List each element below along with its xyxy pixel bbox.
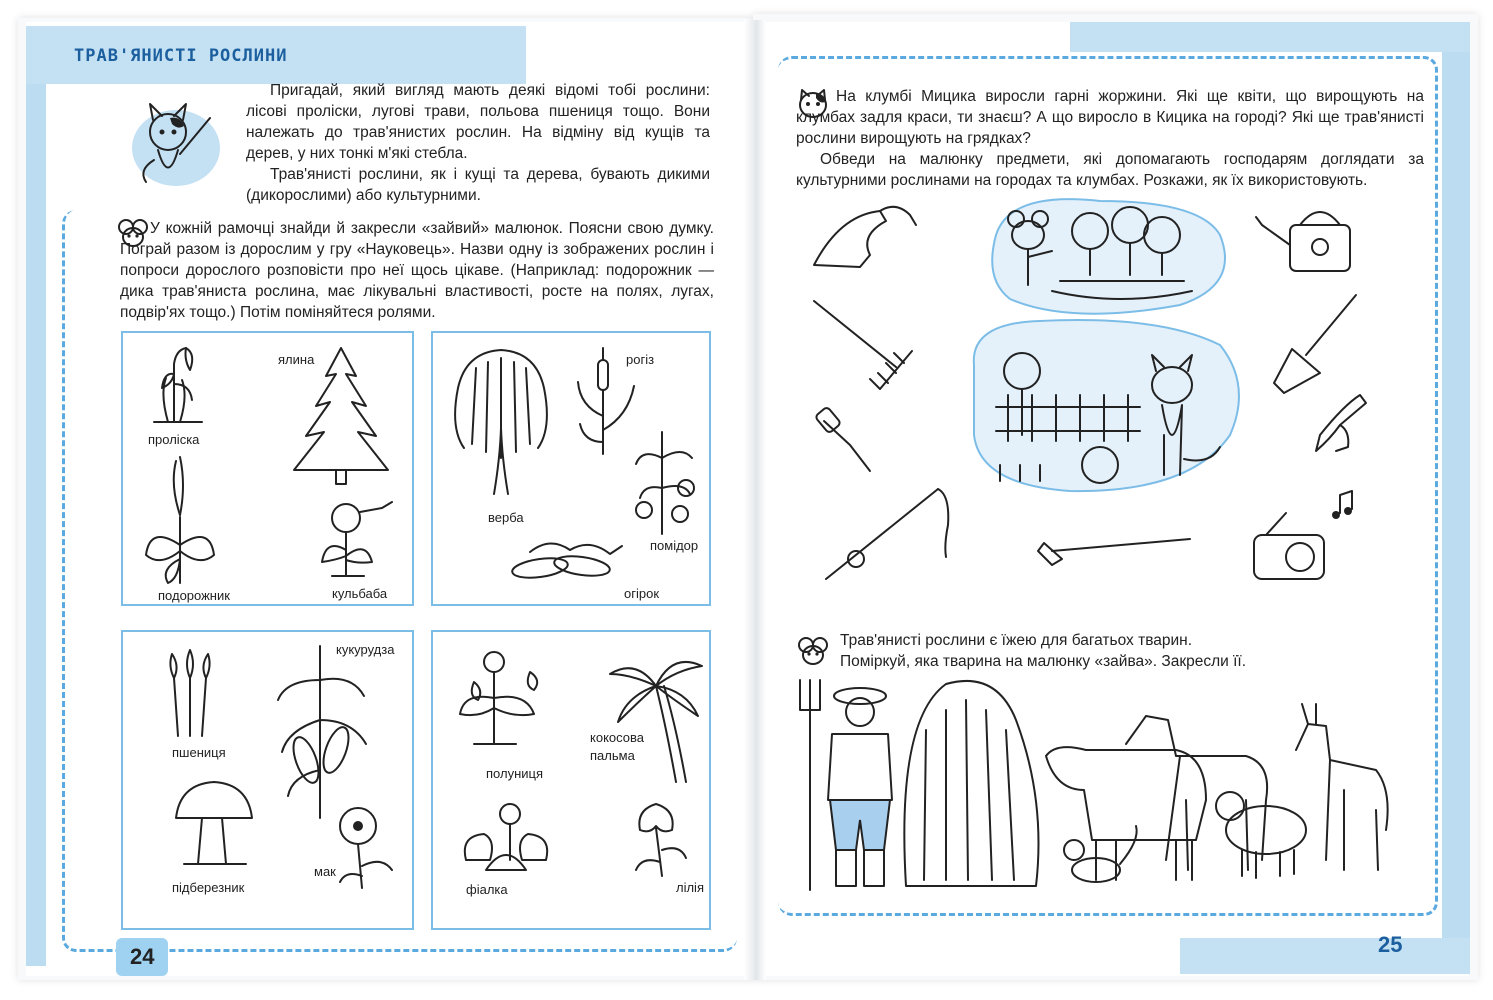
wheat-drawing[interactable] — [160, 648, 220, 738]
plant-label: подорожник — [158, 588, 230, 603]
plant-label: кукурудза — [336, 642, 395, 657]
watering-can-drawing[interactable] — [1256, 212, 1350, 271]
sheep-drawing[interactable] — [1216, 792, 1306, 878]
tomato-drawing[interactable] — [632, 428, 712, 538]
plantain-drawing[interactable] — [140, 455, 220, 585]
plant-label: кульбаба — [332, 586, 388, 601]
plant-label: лілія — [676, 880, 704, 895]
pruning-shears-drawing[interactable] — [1316, 395, 1366, 451]
rake-drawing[interactable] — [814, 301, 912, 389]
plant-label: ялина — [278, 352, 315, 367]
corn-drawing[interactable] — [266, 640, 376, 820]
iron-drawing[interactable] — [814, 207, 916, 267]
right-intro-paragraph: На клумбі Мицика виросли гарні жоржини. Які ще квіти, що вирощують на клумбах задля краси, ти знаєш? А що виросло в Кицика на городі? Які ще трав'янисті рослини вирощують на грядках? — [796, 88, 1424, 147]
shovel-drawing[interactable] — [1274, 295, 1356, 393]
radio-drawing[interactable] — [1254, 491, 1352, 579]
horse-drawing[interactable] — [1126, 716, 1267, 870]
plant-label: підберезник — [172, 880, 245, 895]
left-task-paragraph: У кожній рамочці знайди й закресли «зайвий» малюнок. Поясни свою думку. Пограй разом із дорослим у гру «Науковець». Назви одну із зображених рослин і попроси дорослого розповісти про неї щось цікаве. (Наприклад: подорожник — дика трав'яниста рослина, має лікувальні властивості, росте на полях, лугах, подвір'ях тощо.) Потім поміняйтеся ролями. — [120, 220, 714, 321]
right-intro-paragraph: Обведи на малюнку предмети, які допомагають господарям доглядати за культурними рослинами на городах та клумбах. Розкажи, як їх використовують. — [796, 151, 1424, 189]
page-number-right: 25 — [1378, 932, 1403, 957]
right-intro-text — [796, 86, 1424, 191]
farm-animals-illustration — [796, 660, 1416, 900]
plant-label: пшениця — [172, 745, 226, 760]
plant-label: мак — [314, 864, 336, 879]
plant-label: полуниця — [486, 766, 543, 781]
left-blue-band — [26, 26, 46, 966]
bottom-right-blue-band — [1180, 938, 1470, 974]
page-title: ТРАВ'ЯНИСТІ РОСЛИНИ — [74, 46, 288, 66]
lily-drawing[interactable] — [626, 800, 696, 880]
farmer-drawing — [800, 680, 892, 890]
coconut-palm-drawing[interactable] — [606, 646, 706, 786]
strawberry-drawing[interactable] — [454, 648, 554, 748]
mushroom-drawing[interactable] — [170, 778, 260, 868]
dandelion-drawing[interactable] — [312, 500, 402, 580]
plant-label: рогіз — [626, 352, 655, 367]
cat-drawing[interactable] — [1064, 826, 1137, 882]
left-intro-paragraph: Пригадай, який вигляд мають деякі відомі тобі рослини: лісові проліски, лугові трави, польова пшениця тощо. Вони належать до трав'янистих рослин. На відміну від кущів та дерев, у них тонкі м'які стебла. — [246, 82, 710, 162]
garden-tools-illustration — [800, 195, 1420, 595]
left-task-text — [120, 218, 714, 323]
plant-label: огірок — [624, 586, 660, 601]
screwdriver-drawing[interactable] — [815, 406, 870, 471]
plant-label: верба — [488, 510, 524, 525]
left-intro-paragraph: Трав'янисті рослини, як і кущі та дерева, бувають дикими (дикорослими) або культурними. — [246, 166, 710, 204]
cat-with-pointer-icon — [128, 90, 238, 190]
willow-drawing[interactable] — [446, 348, 556, 498]
haystack-drawing — [904, 681, 1038, 886]
snowdrop-drawing[interactable] — [150, 344, 210, 424]
fishing-rod-drawing[interactable] — [826, 489, 948, 579]
book-gutter — [744, 20, 766, 980]
fir-tree-drawing[interactable] — [286, 346, 396, 486]
left-intro-text — [246, 80, 710, 206]
right-blue-band — [1442, 22, 1470, 972]
plant-label: фіалка — [466, 882, 508, 897]
plant-label: кокосова — [590, 730, 644, 745]
page-number-left: 24 — [116, 938, 168, 976]
violet-drawing[interactable] — [456, 800, 556, 880]
top-right-blue-band — [1070, 22, 1470, 52]
plant-label: помідор — [650, 538, 699, 553]
poppy-drawing[interactable] — [332, 804, 402, 894]
plant-label: проліска — [148, 432, 200, 447]
right-task-line: Поміркуй, яка тварина на малюнку «зайва». Закресли її. — [840, 653, 1247, 670]
cucumber-drawing[interactable] — [510, 534, 630, 584]
hoe-drawing[interactable] — [1038, 539, 1190, 565]
plant-label: пальма — [590, 748, 635, 763]
right-task-line: Трав'янисті рослини є їжею для багатьох тварин. — [840, 632, 1193, 649]
goat-drawing[interactable] — [1296, 704, 1388, 870]
